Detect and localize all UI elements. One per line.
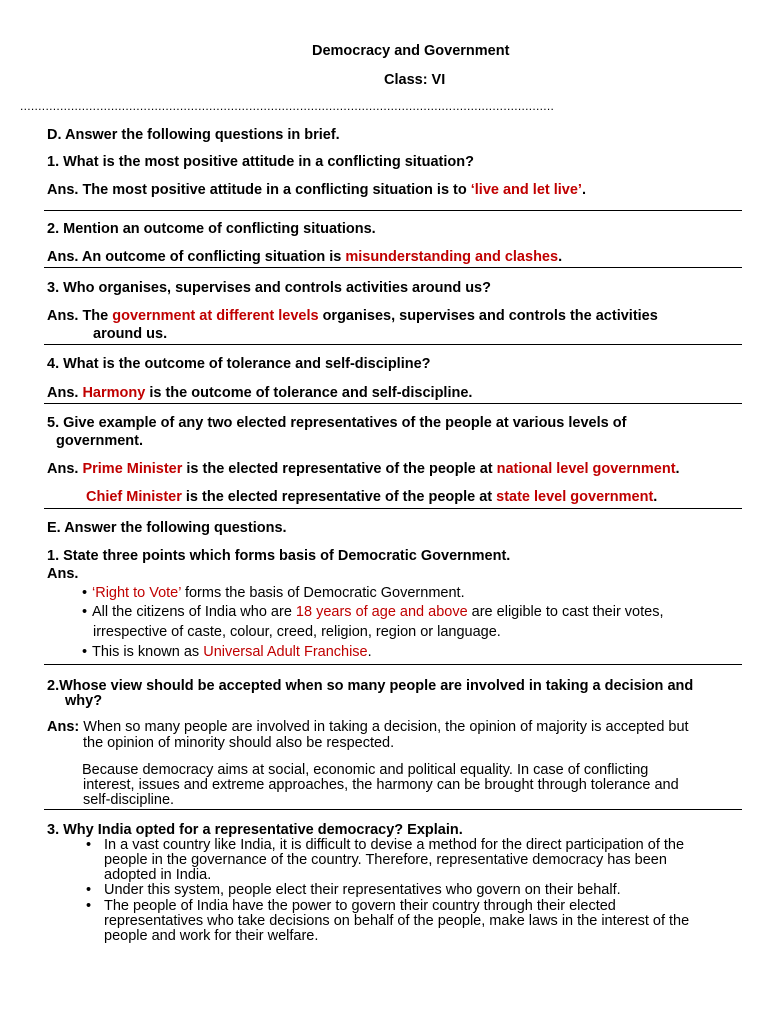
answer-d1 [47,182,586,198]
question-d2: 2. Mention an outcome of conflicting situations. [47,221,376,237]
section-d-heading: D. Answer the following questions in brief. [47,127,340,143]
bullet-icon: • [86,837,92,853]
question-d3: 3. Who organises, supervises and controls activities around us? [47,280,491,296]
bullet-text: are eligible to cast their votes, [467,604,664,620]
bullet-highlight: Universal Adult Franchise [203,644,368,660]
answer-text: . [581,182,586,198]
answer-text: is the elected representative of the people at [182,461,497,477]
divider [44,809,742,810]
bullet-icon: • [86,898,92,914]
bullet-text: Under this system, people elect their representatives who govern on their behalf. [104,882,621,898]
question-d5-continued: government. [56,433,144,449]
question-d4: 4. What is the outcome of tolerance and self-discipline? [47,356,431,372]
answer-highlight: Harmony [82,385,146,401]
answer-text: . [675,461,680,477]
answer-text: Ans. [47,385,83,401]
bullet-text: people and work for their welfare. [104,928,319,944]
divider [44,403,742,404]
bullet-highlight: ‘Right to Vote’ [92,585,181,601]
answer-text: Ans. An outcome of conflicting situation is [47,249,346,265]
question-e1: 1. State three points which forms basis of Democratic Government. [47,548,511,564]
bullet-text: forms the basis of Democratic Government. [180,585,465,601]
divider [44,344,742,345]
answer-text: When so many people are involved in taking a decision, the opinion of majority is accepted but [79,719,689,735]
bullet-text: The people of India have the power to govern their country through their elected [104,898,616,914]
answer-label: Ans: [47,719,80,735]
answer-text: Ans. The [47,308,113,324]
paragraph-line: Because democracy aims at social, economic and political equality. In case of conflicting [82,762,649,778]
paragraph-line: self-discipline. [83,792,175,808]
answer-e2-continued: the opinion of minority should also be respected. [83,735,395,751]
answer-highlight: national level government [496,461,676,477]
bullet-icon: • [82,644,88,660]
answer-text: . [653,489,658,505]
answer-d3 [47,308,658,324]
question-e3: 3. Why India opted for a representative democracy? Explain. [47,822,463,838]
question-d1: 1. What is the most positive attitude in a conflicting situation? [47,154,474,170]
class-label: Class: VI [384,72,446,88]
answer-highlight: government at different levels [112,308,319,324]
bullet-continued: irrespective of caste, colour, creed, religion, region or language. [93,624,501,640]
answer-highlight: ‘live and let live’ [470,182,582,198]
bullet-item [82,585,465,601]
bullet-text: All the citizens of India who are [92,604,296,620]
answer-d3-continued: around us. [93,326,168,342]
answer-text: Ans. [47,461,83,477]
bullet-text: people in the governance of the country. Therefore, representative democracy has been [104,852,667,868]
bullet-item [82,644,372,660]
document-title: Democracy and Government [312,43,510,59]
bullet-text: This is known as [92,644,204,660]
answer-text: organises, supervises and controls the activities [318,308,658,324]
question-d5: 5. Give example of any two elected representatives of the people at various levels of [47,415,627,431]
answer-highlight: Chief Minister [86,489,182,505]
bullet-text: In a vast country like India, it is difficult to devise a method for the direct participation of the [104,837,685,853]
dotted-separator: ................................................................................................................................................... [20,99,555,113]
bullet-text: . [367,644,372,660]
bullet-icon: • [82,604,88,620]
answer-d5-line1 [47,461,680,477]
divider [44,664,742,665]
bullet-highlight: 18 years of age and above [295,604,468,620]
answer-e2 [47,719,689,735]
answer-text: is the outcome of tolerance and self-discipline. [145,385,473,401]
answer-highlight: misunderstanding and clashes [345,249,559,265]
bullet-text: adopted in India. [104,867,212,883]
answer-text: is the elected representative of the people at [181,489,497,505]
section-e-heading: E. Answer the following questions. [47,520,287,536]
answer-d2 [47,249,562,265]
bullet-icon: • [86,882,92,898]
answer-highlight: state level government [496,489,654,505]
paragraph-line: interest, issues and extreme approaches, the harmony can be brought through tolerance and [83,777,679,793]
bullet-item [82,604,664,620]
answer-label: Ans. [47,566,79,582]
question-e2-continued: why? [65,693,103,709]
divider [44,508,742,509]
answer-d5-line2 [86,489,657,505]
question-e2: 2.Whose view should be accepted when so many people are involved in taking a decision and [47,678,694,694]
divider [44,210,742,211]
answer-text: Ans. The most positive attitude in a conflicting situation is to [47,182,471,198]
answer-highlight: Prime Minister [82,461,183,477]
bullet-icon: • [82,585,88,601]
answer-text: . [558,249,563,265]
answer-d4 [47,385,472,401]
divider [44,267,742,268]
bullet-text: representatives who take decisions on behalf of the people, make laws in the interest of the [104,913,690,929]
